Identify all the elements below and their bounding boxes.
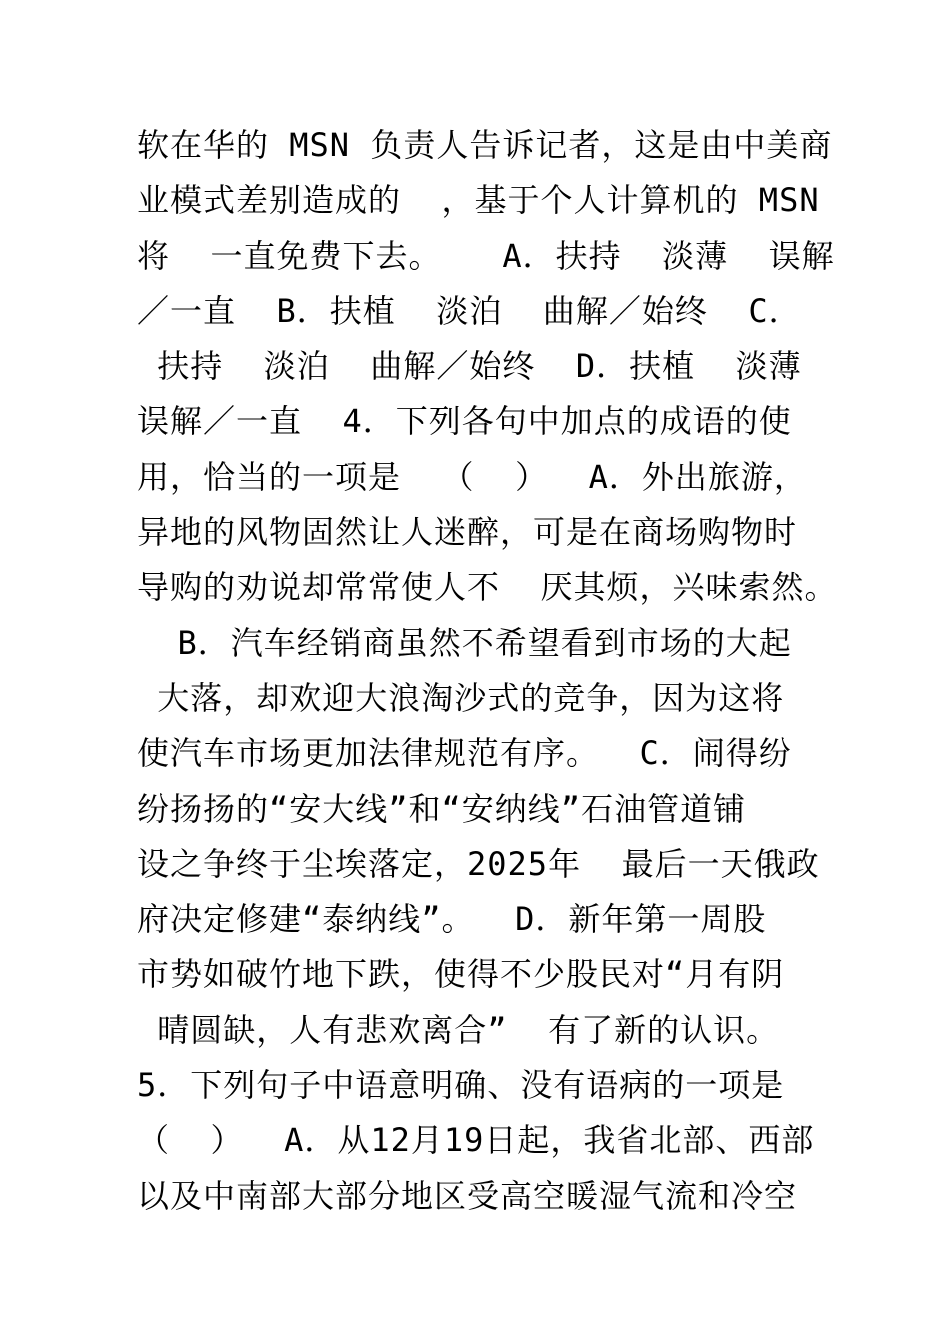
text-line: 使汽车市场更加法律规范有序。 C．闹得纷: [137, 734, 792, 773]
text-line: 将 一直免费下去。 A．扶持 淡薄 误解: [137, 236, 835, 275]
text-line: 市势如破竹地下跌，使得不少股民对“月有阴: [137, 955, 785, 994]
text-line: 用，恰当的一项是 （ ） A．外出旅游，: [137, 457, 807, 496]
text-line: B．汽车经销商虽然不希望看到市场的大起: [137, 623, 792, 662]
text-line: 扶持 淡泊 曲解／始终 D．扶植 淡薄: [137, 347, 802, 386]
text-line: 软在华的 MSN 负责人告诉记者，这是由中美商: [137, 126, 833, 164]
text-line: 5．下列句子中语意明确、没有语病的一项是: [137, 1066, 785, 1105]
text-line: ／一直 B．扶植 淡泊 曲解／始终 C．: [137, 291, 802, 330]
text-line: 异地的风物固然让人迷醉，可是在商场购物时: [137, 513, 798, 552]
text-line: 府决定修建“泰纳线”。 D．新年第一周股: [137, 900, 767, 939]
text-line: 纷扬扬的“安大线”和“安纳线”石油管道铺: [137, 789, 747, 828]
text-line: 导购的劝说却常常使人不 厌其烦，兴味索然。: [137, 568, 838, 607]
text-line: 业模式差别造成的 ，基于个人计算机的 MSN: [137, 181, 820, 220]
body-text: [137, 118, 837, 1224]
text-line: 大落，却欢迎大浪淘沙式的竞争，因为这将: [137, 678, 785, 717]
text-line: 晴圆缺，人有悲欢离合” 有了新的认识。: [137, 1010, 780, 1049]
text-line: 以及中南部大部分地区受高空暖湿气流和冷空: [137, 1176, 798, 1215]
text-line: 设之争终于尘埃落定，2025年 最后一天俄政: [137, 844, 820, 883]
text-line: （ ） A．从12月19日起，我省北部、西部: [137, 1121, 815, 1160]
text-line: 误解／一直 4．下列各句中加点的成语的使: [137, 402, 792, 441]
